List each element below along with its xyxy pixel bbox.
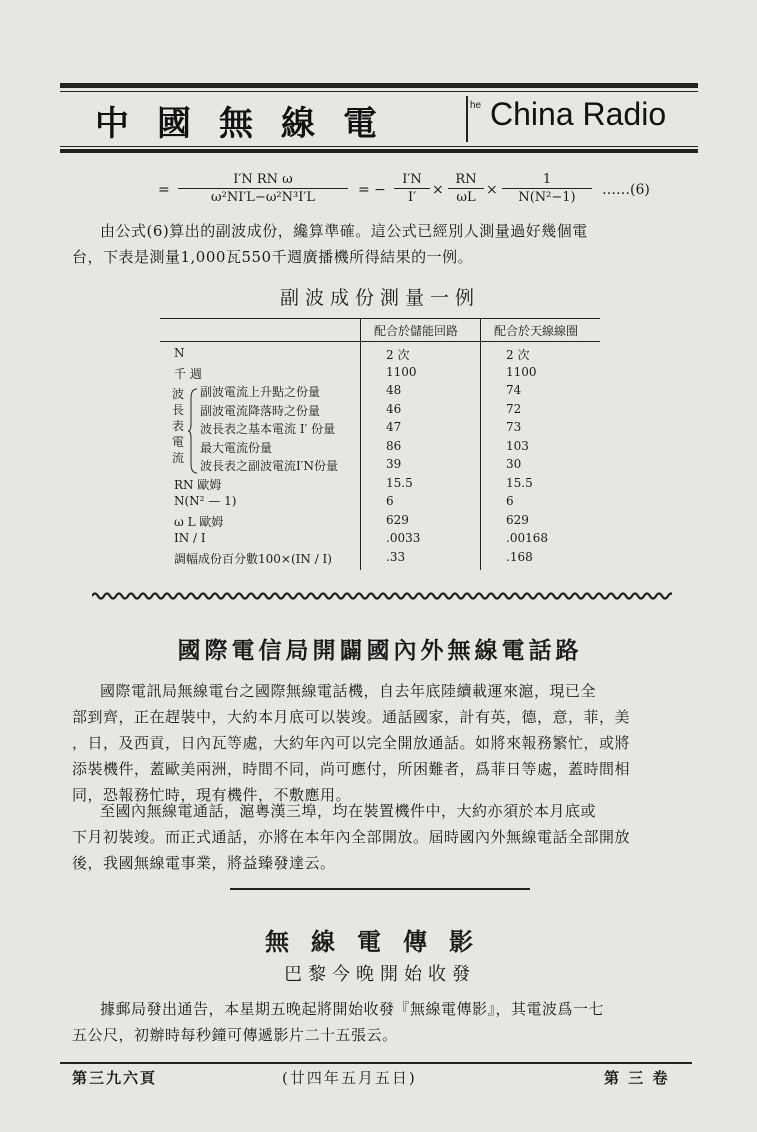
footer-volume: 第 三 卷 [604,1069,670,1087]
table-row-label: 波長表之副波電流I′N份量 [200,459,338,473]
footer-page-number: 第三九六頁 [72,1069,158,1087]
table-row-label: RN 歐姆 [174,477,222,492]
masthead-rule-top-thin [60,91,698,92]
footer-rule [60,1062,692,1064]
section-separator [230,888,530,890]
article-2-paragraph [72,996,692,1048]
table-row-value-storage: 629 [386,512,409,527]
table-side-char: 表 [172,419,185,433]
article-2-subheadline: 巴黎今晚開始收發 [284,964,476,985]
table-row-value-antenna: .00168 [506,531,548,545]
formula-fraction-3-numerator: RN [448,172,484,189]
table-row-value-storage: 46 [386,401,402,416]
table-row-label: N(N² — 1) [174,494,237,508]
masthead-rule-bottom [60,149,698,153]
table-row-label: IN / I [174,531,206,545]
formula-fraction-3-denominator: ωL [456,190,476,205]
table-title: 副波成份測量一例 [279,287,480,309]
table-row-label: 波長表之基本電流 I′ 份量 [200,422,336,436]
article-1-p2-line: 下月初裝竣。而正式通話，亦將在本年內全部開放。屆時國內外無線電話全部開放 [72,828,631,846]
table-row-value-antenna: .168 [506,549,533,564]
article-2-line: 五公尺，初辦時每秒鐘可傳遞影片二十五張云。 [72,1026,398,1044]
table-row-value-storage: 2 次 [386,348,410,362]
table-row-label: 最大電流份量 [200,440,273,455]
formula-fraction-1-numerator: I′N RN ω [178,172,348,189]
formula-fraction-1 [178,172,348,205]
formula-fraction-2-denominator: I′ [407,190,417,205]
article-1-p1-line: 同，恐報務忙時，現有機件，不敷應用。 [72,786,352,804]
table-row-value-antenna: 30 [506,457,522,471]
formula-6 [150,168,690,224]
formula-fraction-2 [394,172,430,205]
table-row-value-antenna: 2 次 [506,348,530,362]
wavy-divider [92,590,672,602]
table-row-value-storage: 86 [386,438,402,453]
table-row-value-storage: .0033 [386,531,421,545]
masthead-rule-bottom-thin [60,146,698,147]
table-row-value-antenna: 103 [506,438,529,453]
table-side-char: 長 [172,403,185,417]
table-row-value-antenna: 72 [506,401,522,416]
table-row-value-antenna: 6 [506,494,514,508]
intro-line-2: 台，下表是測量1,000瓦550千週廣播機所得結果的一例。 [72,248,474,266]
table-row-value-storage: 39 [386,457,402,471]
formula-times-1: × [432,182,444,198]
intro-line-1: 由公式(6)算出的副波成份，纔算準確。這公式已經別人測量過好幾個電 [100,222,588,240]
masthead-the: he [470,100,482,111]
table-row-value-antenna: 1100 [506,364,537,379]
table-row-label: 副波電流上升點之份量 [200,385,321,399]
table-row-value-storage: 6 [386,494,394,508]
article-1-p1-line: 添裝機件，蓋歐美兩洲，時間不同，尚可應付，所困難者，爲菲日等處，蓋時間相 [72,760,631,778]
article-2-headline: 無線電傳影 [265,927,495,956]
masthead-chinese-title: 中國無線電 [95,104,405,144]
article-1-p1-line: ，日，及西貢，日內瓦等處，大約年內可以完全開放通話。如將來報務繁忙，或將 [72,734,631,752]
table-brace [188,388,198,474]
article-1-p1-line: 部到齊，正在趕裝中，大約本月底可以裝竣。通話國家，計有英，德，意，菲，美 [72,708,631,726]
formula-fraction-2-numerator: I′N [394,172,430,189]
article-1-paragraph-2 [72,798,692,876]
table-side-char: 電 [172,435,185,449]
article-1-headline: 國際電信局開闢國內外無線電話路 [177,637,583,664]
table-side-char: 波 [172,387,185,401]
table-col-header-antenna: 配合於天線線圈 [494,324,579,338]
intro-paragraph [72,218,692,270]
table-row-value-storage: 1100 [386,364,417,379]
table-row-label: N [174,346,185,360]
formula-fraction-3 [448,172,484,205]
formula-equals: = [158,182,170,198]
table-row-label: 千 週 [174,366,202,381]
formula-equation-number: ……(6) [602,182,650,198]
masthead-rule-top [60,83,698,88]
formula-fraction-4 [502,172,592,205]
article-2-line: 據郵局發出通告，本星期五晚起將開始收發『無線電傳影』，其電波爲一七 [100,1000,605,1018]
table-row-value-antenna: 73 [506,420,522,434]
table-side-label [172,386,184,466]
table-row-value-antenna: 629 [506,512,529,527]
table-header-rule [160,341,600,342]
table-row-label: ω L 歐姆 [174,514,224,529]
table-col-divider-1 [360,318,361,570]
table-row-value-storage: .33 [386,549,406,564]
article-1-paragraph-1 [72,678,692,808]
article-1-p2-line: 至國內無線電通話，滬粵漢三埠，均在裝置機件中，大約亦須於本月底或 [100,802,597,820]
formula-times-2: × [486,182,498,198]
table-side-char: 流 [172,451,185,465]
table-row-label: 副波電流降落時之份量 [200,403,321,418]
table-col-divider-2 [480,318,481,570]
masthead-divider [466,96,468,142]
measurement-table [160,318,600,570]
table-top-rule [160,318,600,319]
formula-fraction-4-denominator: N(N²−1) [518,190,576,205]
table-row-value-storage: 15.5 [386,475,413,490]
table-row-value-storage: 48 [386,383,402,397]
formula-fraction-4-numerator: 1 [502,172,592,189]
footer-date: (廿四年五月五日) [282,1069,417,1087]
table-col-header-storage: 配合於儲能回路 [374,324,459,338]
article-1-p1-line: 國際電訊局無線電台之國際無線電話機，自去年底陸續載運來滬，現已全 [100,682,597,700]
article-1-p2-line: 後，我國無線電事業，將益臻發達云。 [72,854,336,872]
masthead-english-title: China Radio [490,96,667,132]
formula-equals-minus: = − [358,182,386,198]
table-row-value-storage: 47 [386,420,402,434]
formula-fraction-1-denominator: ω²NI′L−ω²N³I′L [211,190,315,205]
table-row-value-antenna: 74 [506,383,522,397]
table-row-label: 調幅成份百分數100×(IN / I) [174,551,332,566]
table-row-value-antenna: 15.5 [506,475,533,490]
